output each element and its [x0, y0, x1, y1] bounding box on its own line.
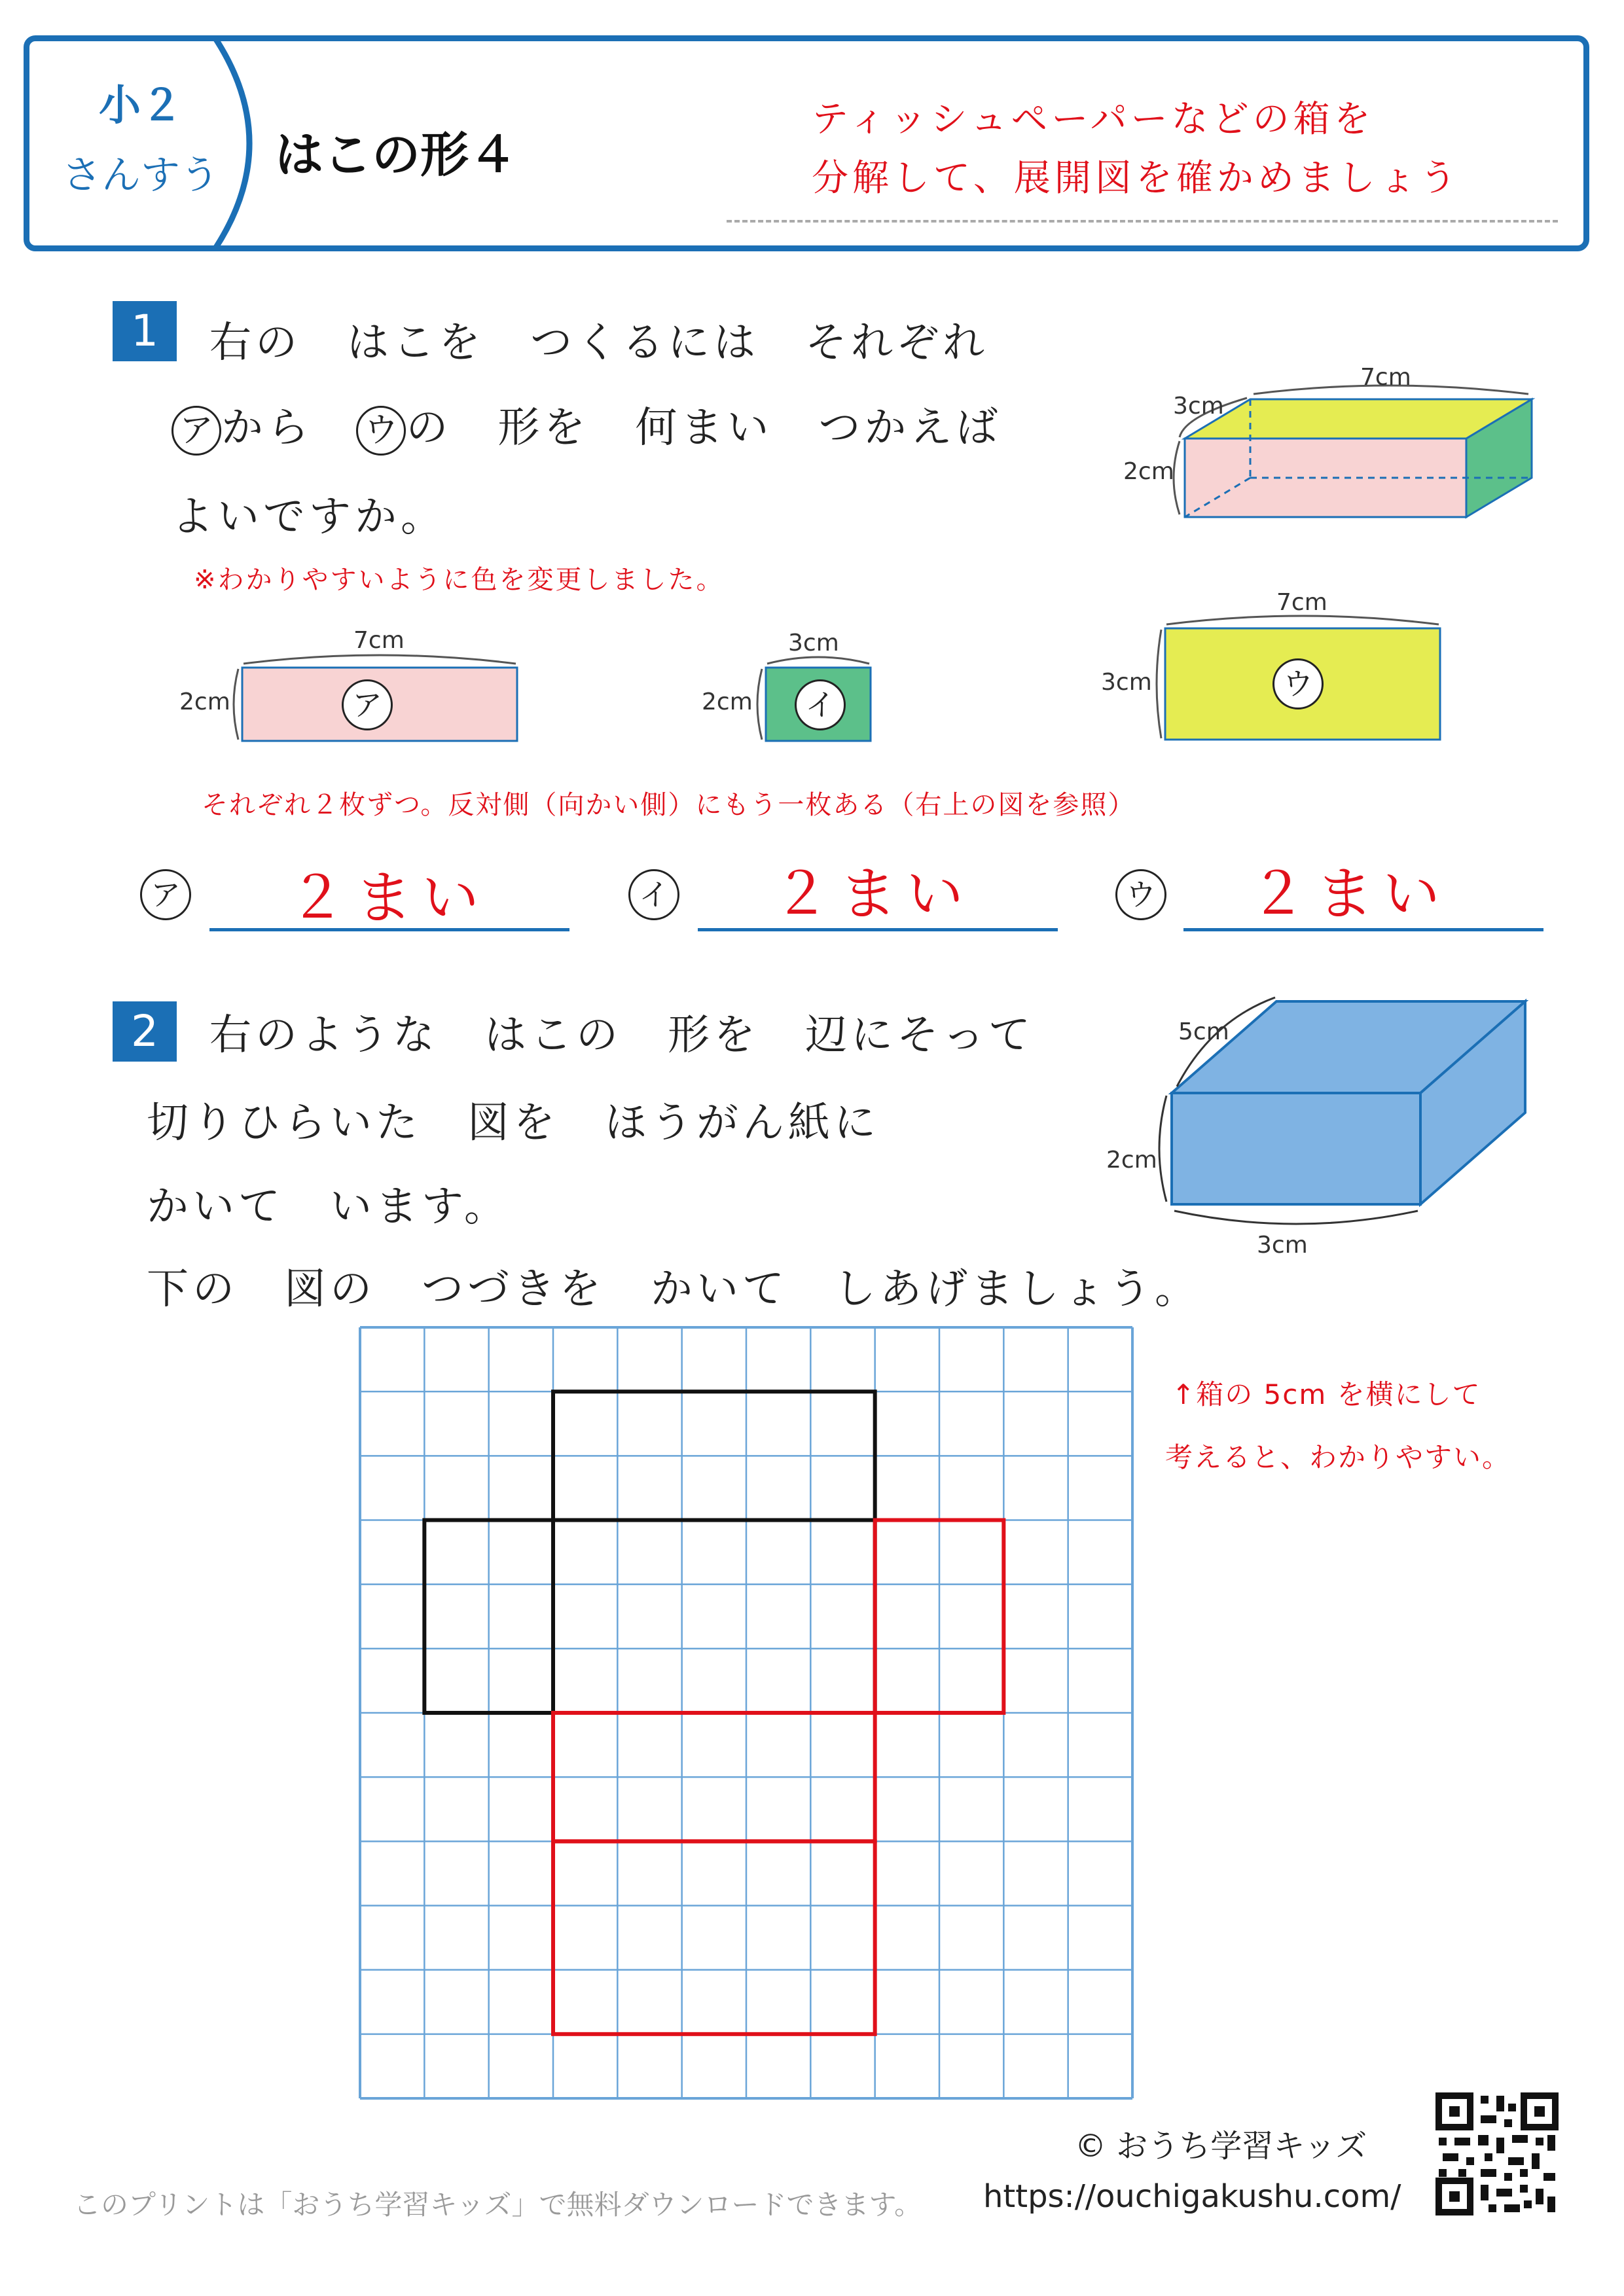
face-a-label: ア — [342, 679, 393, 730]
answer-i-label: イ — [628, 869, 679, 920]
face-i-label: イ — [795, 679, 846, 730]
answer-a-line[interactable] — [209, 928, 569, 931]
grid-paper[interactable] — [359, 1326, 1134, 2100]
page-title: はこの形４ — [275, 127, 517, 183]
q2-box-figure — [1106, 982, 1551, 1270]
q1-line2-rest: の 形を 何まい つかえば — [406, 404, 1002, 452]
q1-text-line-3: よいですか。 — [171, 493, 446, 541]
answer-u-value: ２まい — [1249, 860, 1450, 927]
q1-color-note: ※わかりやすいように色を変更しました。 — [194, 565, 725, 595]
face-a-width: 7cm — [353, 627, 405, 654]
circle-label-a: ア — [171, 406, 221, 456]
question-2-number: 2 — [113, 1001, 177, 1062]
answer-i-value: ２まい — [772, 860, 973, 927]
q2-text-line-2: 切りひらいた 図を ほうがん紙に — [147, 1099, 880, 1147]
question-1-number: 1 — [113, 301, 177, 361]
answer-a-value: ２まい — [288, 864, 489, 931]
face-u-width: 7cm — [1276, 589, 1327, 616]
q1-hint: それぞれ２枚ずつ。反対側（向かい側）にもう一枚ある（右上の図を参照） — [202, 790, 1136, 820]
q1-box-height-label: 2cm — [1123, 458, 1174, 485]
tip-line-2: 分解して、展開図を確かめましょう — [812, 157, 1460, 200]
qr-code-icon[interactable] — [1435, 2092, 1559, 2216]
q2-text-line-3: かいて います。 — [147, 1183, 510, 1231]
answer-u-line[interactable] — [1183, 928, 1543, 931]
net-back-face-answer — [553, 1841, 875, 2034]
q1-text-line-1: 右の はこを つくるには それぞれ — [209, 319, 988, 367]
q2-box-height-label: 2cm — [1106, 1147, 1157, 1174]
q2-box-depth-label: 5cm — [1178, 1018, 1229, 1045]
tip-divider — [727, 220, 1558, 223]
footer-copyright: © おうち学習キッズ — [1075, 2128, 1367, 2164]
answer-i-line[interactable] — [698, 928, 1058, 931]
q2-text-line-1: 右のような はこの 形を 辺にそって — [209, 1011, 1034, 1060]
q1-text-line-2 — [171, 394, 1001, 456]
q1-box-figure — [1113, 353, 1571, 537]
q2-note-line-1: ↑箱の 5cm を横にして — [1172, 1378, 1481, 1410]
footer-url[interactable]: https://ouchigakushu.com/ — [983, 2178, 1401, 2215]
face-i-width: 3cm — [788, 630, 839, 656]
face-i-height: 2cm — [702, 689, 753, 715]
q2-text-line-4: 下の 図の つづきを かいて しあげましょう。 — [147, 1265, 1200, 1314]
answer-u-label: ウ — [1115, 869, 1166, 920]
net-front-face — [553, 1520, 875, 1713]
q1-box-depth-label: 3cm — [1173, 393, 1224, 420]
q2-box-width-label: 3cm — [1257, 1232, 1308, 1259]
face-a-height: 2cm — [179, 689, 230, 715]
q1-from: から — [221, 404, 313, 452]
q1-box-length-label: 7cm — [1360, 364, 1411, 391]
subject-label: さんすう — [62, 152, 219, 198]
circle-label-u: ウ — [356, 406, 406, 456]
q2-note-line-2: 考えると、わかりやすい。 — [1165, 1441, 1511, 1473]
face-u-height: 3cm — [1101, 669, 1152, 696]
grade-label: 小２ — [99, 82, 183, 130]
tip-line-1: ティッシュペーパーなどの箱を — [812, 98, 1375, 141]
face-u-label: ウ — [1272, 658, 1324, 709]
footer-notice: このプリントは「おうち学習キッズ」で無料ダウンロードできます。 — [73, 2189, 922, 2221]
header-grade-arc — [24, 35, 272, 251]
answer-a-label: ア — [140, 869, 191, 920]
